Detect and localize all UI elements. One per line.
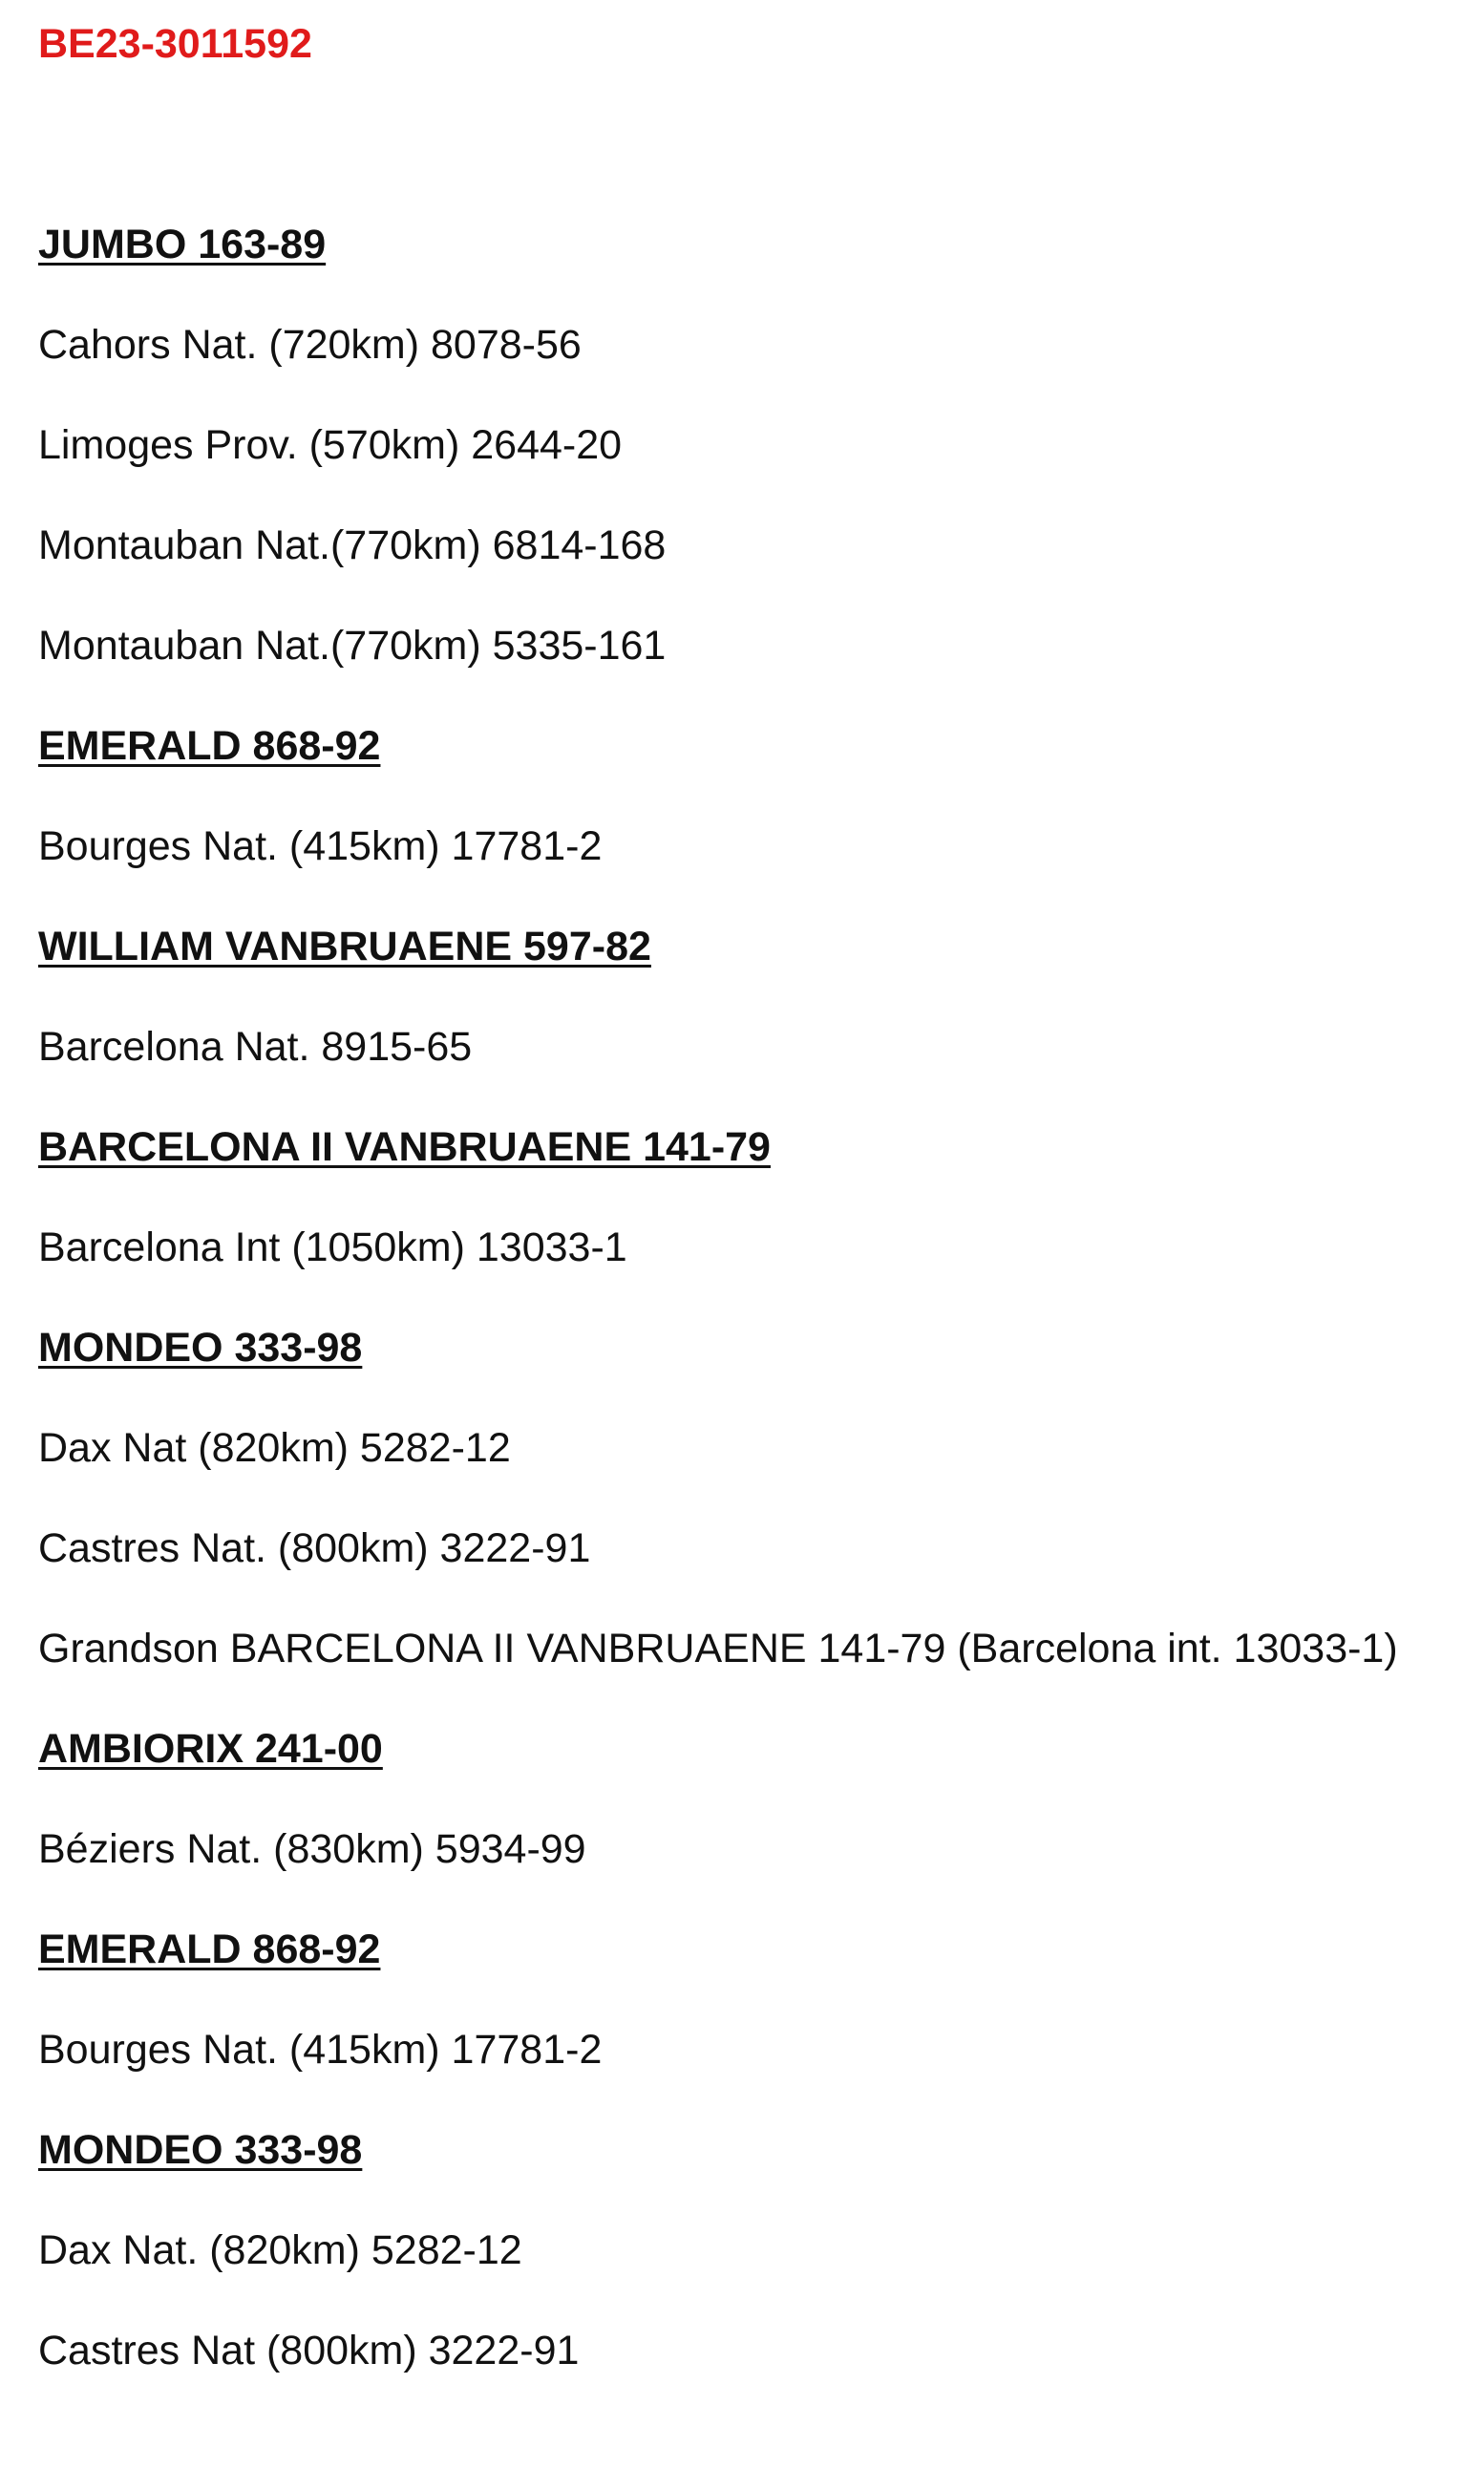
pedigree-result-line: Bourges Nat. (415km) 17781-2 — [38, 2027, 603, 2073]
pedigree-result-line: Dax Nat. (820km) 5282-12 — [38, 2227, 522, 2273]
pedigree-heading-emerald: EMERALD 868-92 — [38, 723, 381, 769]
pedigree-heading-ambiorix: AMBIORIX 241-00 — [38, 1726, 383, 1772]
pedigree-result-line: Montauban Nat.(770km) 6814-168 — [38, 522, 667, 568]
pedigree-result-line: Castres Nat (800km) 3222-91 — [38, 2328, 580, 2373]
pedigree-heading-mondeo: MONDEO 333-98 — [38, 2127, 363, 2173]
pedigree-heading-mondeo: MONDEO 333-98 — [38, 1325, 363, 1371]
pedigree-result-line: Barcelona Int (1050km) 13033-1 — [38, 1224, 627, 1270]
pedigree-heading-emerald: EMERALD 868-92 — [38, 1926, 381, 1972]
pedigree-result-line: Cahors Nat. (720km) 8078-56 — [38, 322, 582, 368]
ring-number: BE23-3011592 — [38, 21, 312, 67]
pedigree-result-line: Montauban Nat.(770km) 5335-161 — [38, 623, 667, 669]
pedigree-result-line: Castres Nat. (800km) 3222-91 — [38, 1525, 591, 1571]
pedigree-result-line: Barcelona Nat. 8915-65 — [38, 1024, 473, 1070]
pedigree-heading-jumbo: JUMBO 163-89 — [38, 222, 327, 267]
pedigree-grandson-line: Grandson BARCELONA II VANBRUAENE 141-79 (Barcelona int. 13033-1) — [38, 1626, 1398, 1671]
pedigree-heading-william-vanbruaene: WILLIAM VANBRUAENE 597-82 — [38, 924, 651, 969]
pedigree-result-line: Béziers Nat. (830km) 5934-99 — [38, 1826, 586, 1872]
pedigree-result-line: Dax Nat (820km) 5282-12 — [38, 1425, 511, 1471]
pedigree-heading-barcelona-ii: BARCELONA II VANBRUAENE 141-79 — [38, 1124, 771, 1170]
pedigree-result-line: Bourges Nat. (415km) 17781-2 — [38, 823, 603, 869]
pedigree-result-line: Limoges Prov. (570km) 2644-20 — [38, 422, 623, 468]
